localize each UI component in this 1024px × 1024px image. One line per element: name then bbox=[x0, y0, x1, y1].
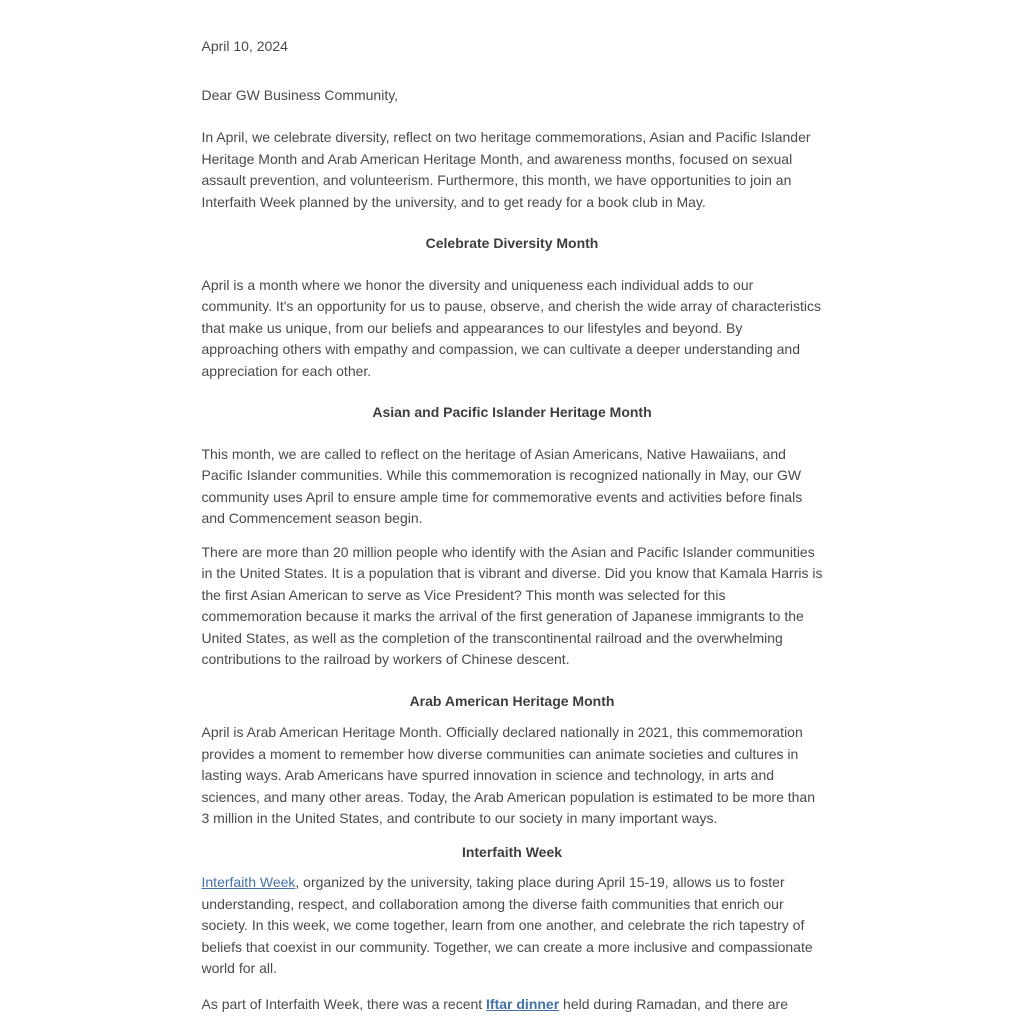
section-heading-celebrate-diversity-month: Celebrate Diversity Month bbox=[425, 235, 599, 251]
email-body bbox=[202, 0, 823, 1015]
apihm-paragraph-1: This month, we are called to reflect on the heritage of Asian Americans, Native Hawaiians, and Pacific Islander communities. While this commemoration is recognized nationally in May, our GW community uses April to ensure ample time for commemorative events and activities before finals and Commencement season begin. bbox=[201, 445, 803, 526]
intro-paragraph: In April, we celebrate diversity, reflect on two heritage commemorations, Asian and Pacific Islander Heritage Month and Arab American Heritage Month, and awareness months, focused on sexual assault prevention, and volunteerism. Furthermore, this month, we have opportunities to join an Interfaith Week planned by the university, and to get ready for a book club in May. bbox=[201, 129, 811, 210]
apihm-paragraph-2: There are more than 20 million people who identify with the Asian and Pacific Islander communities in the United States. It is a population that is vibrant and diverse. Did you know that Kamala Harris is the first Asian American to serve as Vice President? This month was selected for this commemoration because it marks the arrival of the first generation of Japanese immigrants to the United States, as well as the completion of the transcontinental railroad and the overwhelming contributions to the railroad by workers of Chinese descent. bbox=[201, 543, 823, 667]
date-line: April 10, 2024 bbox=[201, 38, 288, 54]
closing-text-after-link: held during Ramadan, and there are bbox=[559, 995, 788, 1012]
iftar-dinner-link[interactable]: Iftar dinner bbox=[486, 995, 560, 1012]
section-heading-asian-pacific-islander-heritage-month: Asian and Pacific Islander Heritage Month bbox=[372, 404, 652, 420]
celebrate-diversity-paragraph: April is a month where we honor the diversity and uniqueness each individual adds to our community. It's an opportunity for us to pause, observe, and cherish the wide array of characteristics that make us unique, from our beliefs and appearances to our lifestyles and beyond. By approaching others with empathy and compassion, we can cultivate a deeper understanding and appreciation for each other. bbox=[201, 276, 821, 379]
interfaith-week-paragraph-text: , organized by the university, taking place during April 15-19, allows us to foster understanding, respect, and collaboration among the diverse faith communities that enrich our society. In this week, we come together, learn from one another, and celebrate the rich tapestry of beliefs that coexist in our community. Together, we can create a more inclusive and compassionate world for all. bbox=[201, 874, 813, 976]
closing-text-before-link: As part of Interfaith Week, there was a recent bbox=[201, 995, 487, 1012]
arab-american-paragraph: April is Arab American Heritage Month. Officially declared nationally in 2021, this commemoration provides a moment to remember how diverse communities can animate societies and cultures in lasting ways. Arab Americans have spurred innovation in science and technology, in arts and sciences, and many other areas. Today, the Arab American population is estimated to be more than 3 million in the United States, and contribute to our society in many important ways. bbox=[201, 724, 816, 826]
greeting: Dear GW Business Community, bbox=[201, 86, 399, 103]
interfaith-week-link[interactable]: Interfaith Week bbox=[201, 874, 296, 890]
section-heading-arab-american-heritage-month: Arab American Heritage Month bbox=[409, 692, 615, 709]
section-heading-interfaith-week: Interfaith Week bbox=[461, 843, 563, 860]
closing-paragraph bbox=[202, 994, 823, 1016]
interfaith-week-paragraph bbox=[202, 872, 823, 980]
